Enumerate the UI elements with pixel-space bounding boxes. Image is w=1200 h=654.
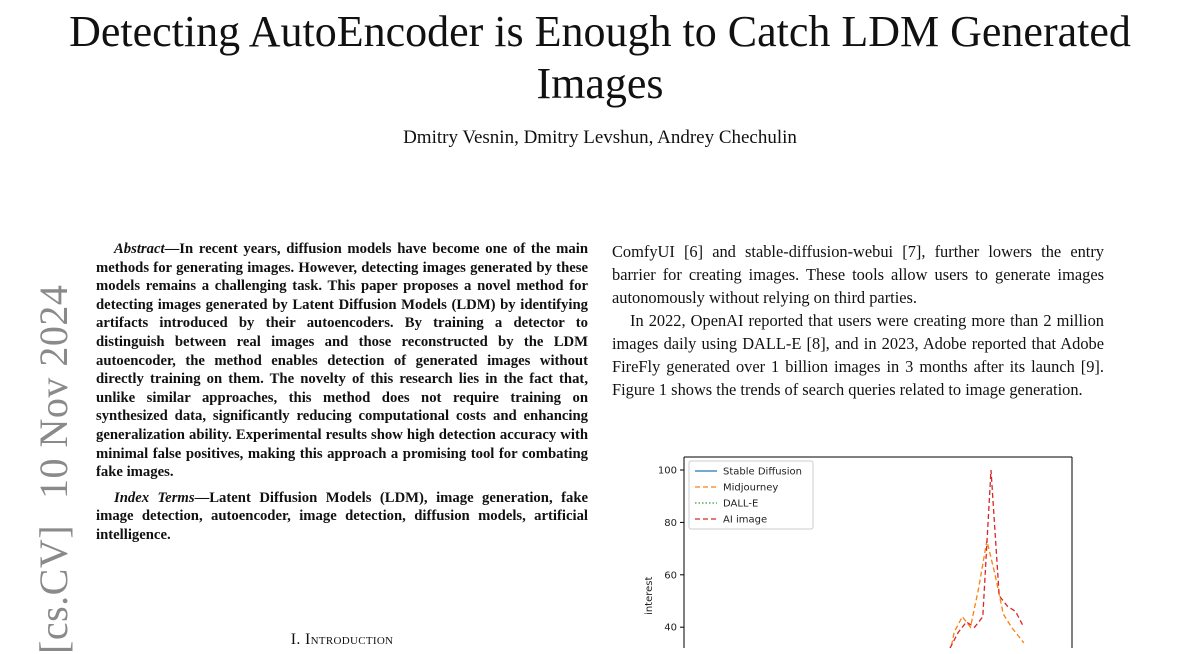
abstract-text: —In recent years, diffusion models have become one of the main methods for generating images. However, detecting images generated by these models remains a challenging task. This paper proposes a novel method for detecting images generated by Latent Diffusion Models (LDM) by identifying artifacts introduced by their autoencoders. By training a detector to distinguish between real images and those reconstructed by the LDM autoencoder, the method enables detection of generated images without directly training on them. The novelty of this research lies in the fact that, unlike similar approaches, this method does not require training on synthesized data, significantly reducing computational costs and enhancing generalization ability. Experimental results show high detection accuracy with minimal false positives, making this approach a promising tool for combating fake images. xyxy=(96,241,588,481)
y-axis-label: interest xyxy=(644,576,655,615)
y-tick-label: 60 xyxy=(664,570,677,582)
left-column xyxy=(96,240,588,545)
paper-authors: Dmitry Vesnin, Dmitry Levshun, Andrey Chechulin xyxy=(403,127,797,148)
body-paragraph-2: In 2022, OpenAI reported that users were creating more than 2 million images daily using DALL-E [8], and in 2023, Adobe reported that Adobe FireFly generated over 1 billion images in 3 months after its launch [9]. Figure 1 shows the trends of search queries related to image generation. xyxy=(612,311,1104,399)
legend-entry: DALL-E xyxy=(723,498,759,510)
section-number: I. xyxy=(290,631,301,648)
figure-1-chart xyxy=(630,450,1090,648)
legend-entry: AI image xyxy=(723,514,768,526)
abstract-label: Abstract xyxy=(114,241,165,257)
trend-chart-svg xyxy=(630,450,1090,648)
y-tick-label: 100 xyxy=(657,465,677,477)
legend-entry: Midjourney xyxy=(723,482,779,494)
index-terms-label: Index Terms xyxy=(114,489,195,506)
arxiv-date: 10 Nov 2024 xyxy=(31,284,76,499)
y-tick-label: 80 xyxy=(664,517,677,529)
index-terms-text: —Latent Diffusion Models (LDM), image generation, fake image detection, autoencoder, image detection, diffusion models, artificial intelligence. xyxy=(96,489,589,543)
index-terms xyxy=(96,489,588,545)
right-column xyxy=(612,240,1104,401)
section-heading xyxy=(96,631,588,649)
series-line-midjourney xyxy=(950,541,1024,648)
section-title: Introduction xyxy=(304,631,394,648)
arxiv-category: [cs.CV] xyxy=(31,524,76,654)
body-paragraph-1: ComfyUI [6] and stable-diffusion-webui [7], further lowers the entry barrier for creating images. These tools allow users to generate images autonomously without relying on third parties. xyxy=(612,242,1104,307)
series-line-ai-image xyxy=(950,470,1024,648)
arxiv-identifier xyxy=(30,285,77,654)
y-tick-label: 40 xyxy=(664,622,677,634)
legend-entry: Stable Diffusion xyxy=(723,466,803,478)
paper-title: Detecting AutoEncoder is Enough to Catch LDM Generated Images xyxy=(69,7,1131,108)
abstract xyxy=(96,240,588,482)
